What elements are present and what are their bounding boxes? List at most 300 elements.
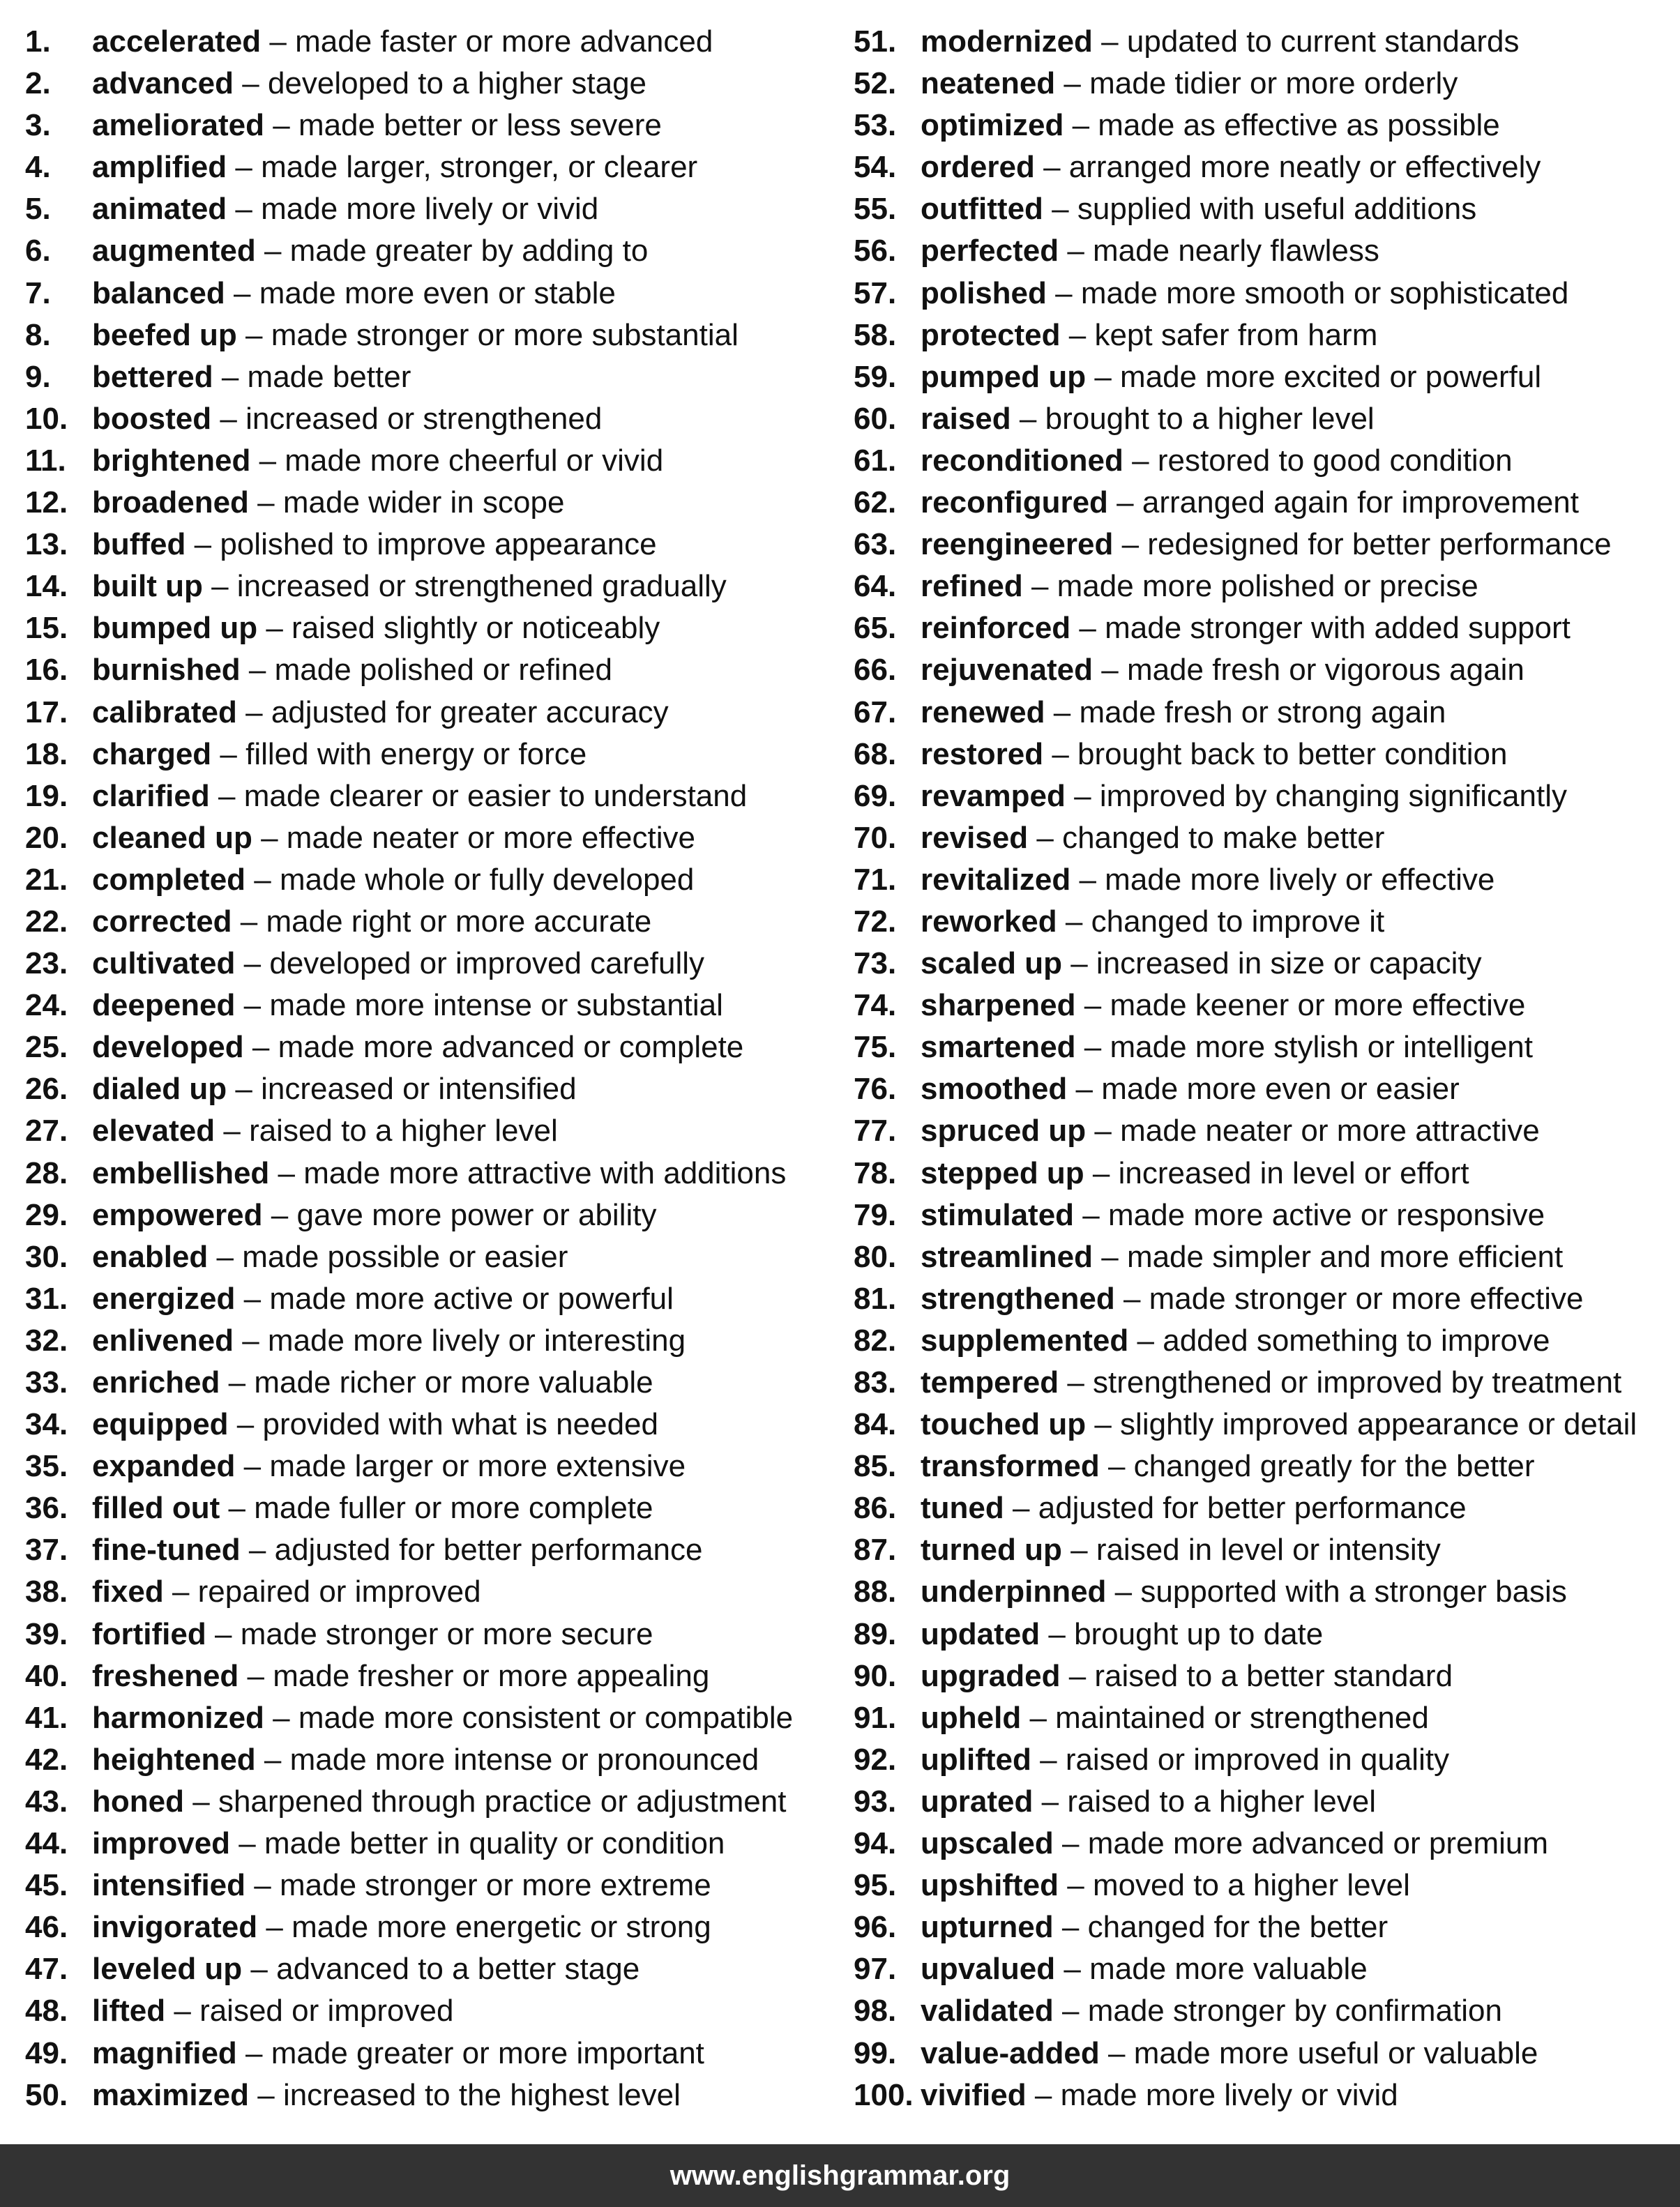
item-number: 18. bbox=[25, 736, 68, 771]
item-definition: made tidier or more orderly bbox=[1089, 66, 1458, 101]
list-item bbox=[854, 1446, 1677, 1487]
item-definition: raised slightly or noticeably bbox=[292, 611, 660, 646]
item-definition: brought back to better condition bbox=[1077, 736, 1508, 771]
item-dash: – bbox=[254, 862, 271, 897]
list-item bbox=[25, 105, 841, 146]
item-text bbox=[921, 1906, 1388, 1948]
item-word: pumped up bbox=[921, 359, 1087, 394]
list-item bbox=[25, 901, 841, 943]
item-number: 35. bbox=[25, 1449, 68, 1484]
list-item bbox=[25, 1529, 841, 1571]
item-definition: supplied with useful additions bbox=[1077, 192, 1477, 227]
item-word: balanced bbox=[92, 275, 225, 310]
item-definition: kept safer from harm bbox=[1094, 317, 1378, 352]
item-text bbox=[921, 1068, 1460, 1110]
list-item bbox=[854, 734, 1677, 775]
item-word: fixed bbox=[92, 1575, 164, 1609]
item-definition: restored to good condition bbox=[1157, 443, 1513, 478]
item-dash: – bbox=[1079, 862, 1096, 897]
item-text bbox=[92, 1697, 793, 1739]
item-word: elevated bbox=[92, 1114, 215, 1148]
item-definition: made more even or stable bbox=[259, 275, 616, 310]
item-dash: – bbox=[250, 1952, 268, 1987]
item-text bbox=[921, 1614, 1323, 1655]
item-definition: made better or less severe bbox=[298, 108, 662, 143]
item-word: equipped bbox=[92, 1407, 229, 1442]
list-item bbox=[854, 1194, 1677, 1236]
list-item bbox=[854, 1865, 1677, 1906]
item-number: 98. bbox=[854, 1994, 897, 2028]
item-dash: – bbox=[248, 653, 266, 688]
item-text bbox=[92, 985, 723, 1026]
item-dash: – bbox=[1055, 275, 1073, 310]
item-word: heightened bbox=[92, 1742, 256, 1777]
item-number: 50. bbox=[25, 2077, 68, 2112]
list-item bbox=[25, 440, 841, 482]
item-dash: – bbox=[220, 736, 237, 771]
list-item bbox=[25, 482, 841, 524]
list-item bbox=[854, 1739, 1677, 1781]
item-word: validated bbox=[921, 1994, 1054, 2028]
item-dash: – bbox=[1065, 904, 1083, 939]
item-dash: – bbox=[1068, 1658, 1087, 1693]
list-item bbox=[25, 63, 841, 105]
item-text bbox=[921, 901, 1384, 943]
item-dash: – bbox=[240, 904, 258, 939]
item-definition: made possible or easier bbox=[242, 1239, 568, 1274]
item-word: reengineered bbox=[921, 527, 1114, 562]
list-item bbox=[25, 566, 841, 607]
item-definition: redesigned for better performance bbox=[1147, 527, 1612, 562]
item-text bbox=[92, 1110, 558, 1152]
item-definition: filled with energy or force bbox=[245, 736, 587, 771]
item-word: magnified bbox=[92, 2035, 237, 2070]
item-text bbox=[921, 859, 1494, 901]
item-word: rejuvenated bbox=[921, 653, 1093, 688]
list-item bbox=[854, 1110, 1677, 1152]
item-definition: made richer or more valuable bbox=[254, 1365, 653, 1400]
item-text bbox=[92, 105, 662, 146]
list-item bbox=[25, 1278, 841, 1320]
list-item bbox=[25, 859, 841, 901]
item-definition: provided with what is needed bbox=[262, 1407, 658, 1442]
item-dash: – bbox=[1067, 1868, 1084, 1903]
item-dash: – bbox=[215, 1616, 232, 1651]
list-item bbox=[854, 1571, 1677, 1613]
item-definition: made simpler and more efficient bbox=[1126, 1239, 1564, 1274]
list-item bbox=[25, 1404, 841, 1446]
item-definition: raised in level or intensity bbox=[1096, 1533, 1441, 1568]
item-word: embellished bbox=[92, 1155, 270, 1190]
list-item bbox=[854, 1320, 1677, 1362]
item-definition: made more lively or interesting bbox=[267, 1323, 686, 1358]
item-word: advanced bbox=[92, 66, 234, 101]
item-number: 67. bbox=[854, 695, 897, 729]
item-word: underpinned bbox=[921, 1575, 1107, 1609]
item-number: 75. bbox=[854, 1030, 897, 1065]
item-dash: – bbox=[245, 2035, 263, 2070]
item-word: touched up bbox=[921, 1407, 1087, 1442]
item-dash: – bbox=[1052, 192, 1069, 227]
item-definition: made more attractive with additions bbox=[303, 1155, 787, 1190]
item-number: 49. bbox=[25, 2035, 68, 2070]
item-definition: made more lively or vivid bbox=[1060, 2077, 1398, 2112]
list-item bbox=[854, 63, 1677, 105]
item-text bbox=[92, 1781, 786, 1823]
item-text bbox=[921, 775, 1567, 817]
item-definition: made more stylish or intelligent bbox=[1110, 1030, 1533, 1065]
item-dash: – bbox=[1052, 736, 1069, 771]
list-item bbox=[854, 230, 1677, 272]
item-number: 39. bbox=[25, 1616, 68, 1651]
item-definition: made larger or more extensive bbox=[269, 1449, 686, 1484]
item-definition: made fresher or more appealing bbox=[273, 1658, 710, 1693]
item-word: fine-tuned bbox=[92, 1533, 241, 1568]
item-word: animated bbox=[92, 192, 227, 227]
list-item bbox=[854, 943, 1677, 985]
item-text bbox=[92, 1278, 674, 1320]
item-number: 61. bbox=[854, 443, 897, 478]
item-text bbox=[92, 356, 411, 398]
item-definition: made right or more accurate bbox=[266, 904, 652, 939]
item-definition: sharpened through practice or adjustment bbox=[218, 1784, 787, 1819]
list-item bbox=[854, 1823, 1677, 1865]
item-dash: – bbox=[259, 443, 277, 478]
item-word: transformed bbox=[921, 1449, 1100, 1484]
list-item bbox=[854, 1236, 1677, 1278]
item-definition: made whole or fully developed bbox=[280, 862, 695, 897]
item-dash: – bbox=[221, 359, 239, 394]
item-dash: – bbox=[1036, 820, 1054, 855]
item-text bbox=[92, 1571, 481, 1613]
item-definition: made more lively or effective bbox=[1105, 862, 1495, 897]
footer-bar bbox=[0, 2144, 1680, 2207]
item-text bbox=[921, 1781, 1376, 1823]
item-word: lifted bbox=[92, 1994, 166, 2028]
list-item bbox=[25, 21, 841, 63]
item-dash: – bbox=[1121, 527, 1140, 562]
word-list-column-right bbox=[854, 21, 1677, 2116]
item-dash: – bbox=[1029, 1700, 1047, 1735]
item-number: 68. bbox=[854, 736, 897, 771]
item-word: built up bbox=[92, 569, 203, 604]
list-item bbox=[854, 1697, 1677, 1739]
list-item bbox=[25, 692, 841, 734]
item-dash: – bbox=[261, 820, 278, 855]
list-item bbox=[25, 2075, 841, 2116]
item-dash: – bbox=[1041, 1784, 1059, 1819]
item-definition: made better bbox=[247, 359, 411, 394]
item-text bbox=[921, 1990, 1502, 2032]
item-word: revitalized bbox=[921, 862, 1071, 897]
item-word: optimized bbox=[921, 108, 1064, 143]
item-text bbox=[92, 1068, 577, 1110]
item-dash: – bbox=[223, 1114, 241, 1148]
item-dash: – bbox=[1107, 1449, 1126, 1484]
item-text bbox=[921, 1362, 1621, 1404]
item-dash: – bbox=[264, 1742, 282, 1777]
list-item bbox=[25, 1362, 841, 1404]
item-number: 36. bbox=[25, 1491, 68, 1526]
item-dash: – bbox=[1067, 234, 1084, 268]
item-text bbox=[92, 2075, 681, 2116]
list-item bbox=[854, 524, 1677, 566]
item-text bbox=[92, 1739, 759, 1781]
item-definition: made nearly flawless bbox=[1093, 234, 1379, 268]
item-definition: made more cheerful or vivid bbox=[285, 443, 664, 478]
list-item bbox=[25, 734, 841, 775]
item-number: 38. bbox=[25, 1575, 68, 1609]
item-word: stimulated bbox=[921, 1197, 1075, 1232]
item-dash: – bbox=[1034, 2077, 1052, 2112]
item-text bbox=[92, 1823, 725, 1865]
item-dash: – bbox=[192, 1784, 210, 1819]
item-text bbox=[92, 1990, 453, 2032]
item-dash: – bbox=[1061, 1910, 1080, 1945]
item-number: 15. bbox=[25, 611, 68, 646]
item-text bbox=[921, 1194, 1545, 1236]
item-number: 4. bbox=[25, 150, 51, 185]
item-definition: added something to improve bbox=[1163, 1323, 1550, 1358]
item-definition: raised to a better standard bbox=[1094, 1658, 1453, 1693]
item-word: strengthened bbox=[921, 1281, 1115, 1316]
item-text bbox=[92, 775, 747, 817]
item-text bbox=[92, 649, 612, 691]
item-text bbox=[92, 1194, 656, 1236]
item-number: 70. bbox=[854, 820, 897, 855]
item-dash: – bbox=[1031, 569, 1049, 604]
item-number: 28. bbox=[25, 1155, 68, 1190]
list-item bbox=[854, 398, 1677, 440]
item-number: 17. bbox=[25, 695, 68, 729]
item-definition: increased or strengthened gradually bbox=[236, 569, 727, 604]
item-word: polished bbox=[921, 275, 1047, 310]
item-dash: – bbox=[269, 24, 287, 59]
item-number: 85. bbox=[854, 1449, 897, 1484]
item-number: 29. bbox=[25, 1197, 68, 1232]
item-text bbox=[92, 692, 669, 734]
item-number: 8. bbox=[25, 317, 51, 352]
item-text bbox=[921, 1487, 1467, 1529]
item-number: 57. bbox=[854, 275, 897, 310]
item-number: 60. bbox=[854, 401, 897, 436]
list-item bbox=[854, 1153, 1677, 1194]
item-word: neatened bbox=[921, 66, 1056, 101]
item-dash: – bbox=[1019, 401, 1037, 436]
item-text bbox=[92, 63, 646, 105]
item-word: developed bbox=[92, 1030, 244, 1065]
item-dash: – bbox=[235, 150, 252, 185]
item-text bbox=[921, 607, 1571, 649]
item-dash: – bbox=[1101, 24, 1119, 59]
list-item bbox=[854, 1068, 1677, 1110]
item-word: updated bbox=[921, 1616, 1040, 1651]
item-number: 20. bbox=[25, 820, 68, 855]
list-item bbox=[25, 1446, 841, 1487]
list-item bbox=[854, 146, 1677, 188]
item-word: tuned bbox=[921, 1491, 1004, 1526]
item-dash: – bbox=[1074, 778, 1091, 813]
item-number: 47. bbox=[25, 1952, 68, 1987]
item-number: 94. bbox=[854, 1826, 897, 1861]
item-definition: changed to improve it bbox=[1091, 904, 1385, 939]
item-number: 79. bbox=[854, 1197, 897, 1232]
list-item bbox=[25, 524, 841, 566]
item-definition: changed greatly for the better bbox=[1133, 1449, 1535, 1484]
item-number: 44. bbox=[25, 1826, 68, 1861]
item-dash: – bbox=[239, 1826, 256, 1861]
item-text bbox=[921, 692, 1446, 734]
item-word: scaled up bbox=[921, 946, 1062, 981]
item-text bbox=[921, 1571, 1567, 1613]
list-item bbox=[25, 1194, 841, 1236]
list-item bbox=[25, 1990, 841, 2032]
item-definition: made more useful or valuable bbox=[1133, 2035, 1538, 2070]
item-word: tempered bbox=[921, 1365, 1059, 1400]
item-text bbox=[92, 1529, 703, 1571]
list-item bbox=[25, 649, 841, 691]
list-item bbox=[25, 1781, 841, 1823]
item-text bbox=[921, 566, 1478, 607]
item-word: enlivened bbox=[92, 1323, 234, 1358]
item-definition: made fresh or strong again bbox=[1079, 695, 1446, 729]
item-definition: made more advanced or premium bbox=[1087, 1826, 1549, 1861]
item-dash: – bbox=[243, 1281, 262, 1316]
item-dash: – bbox=[1084, 988, 1102, 1023]
item-word: corrected bbox=[92, 904, 232, 939]
item-text bbox=[921, 1404, 1637, 1446]
word-list bbox=[0, 21, 1680, 2120]
item-dash: – bbox=[1079, 611, 1096, 646]
list-item bbox=[854, 273, 1677, 314]
item-definition: made clearer or easier to understand bbox=[243, 778, 748, 813]
item-text bbox=[92, 901, 651, 943]
item-definition: gave more power or ability bbox=[296, 1197, 657, 1232]
item-dash: – bbox=[1013, 1491, 1030, 1526]
item-word: upvalued bbox=[921, 1952, 1056, 1987]
item-dash: – bbox=[1132, 443, 1149, 478]
list-item bbox=[25, 398, 841, 440]
item-text bbox=[921, 2075, 1398, 2116]
item-word: fortified bbox=[92, 1616, 206, 1651]
item-text bbox=[921, 273, 1568, 314]
item-number: 14. bbox=[25, 569, 68, 604]
item-dash: – bbox=[1114, 1575, 1133, 1609]
item-definition: made more active or responsive bbox=[1108, 1197, 1545, 1232]
item-word: bettered bbox=[92, 359, 213, 394]
list-item bbox=[854, 901, 1677, 943]
item-number: 31. bbox=[25, 1281, 68, 1316]
item-word: stepped up bbox=[921, 1155, 1084, 1190]
item-text bbox=[921, 1529, 1441, 1571]
item-definition: made more valuable bbox=[1089, 1952, 1368, 1987]
item-dash: – bbox=[264, 234, 282, 268]
list-item bbox=[25, 356, 841, 398]
item-definition: developed to a higher stage bbox=[267, 66, 647, 101]
item-number: 59. bbox=[854, 359, 897, 394]
item-definition: changed to make better bbox=[1062, 820, 1385, 855]
list-item bbox=[25, 1906, 841, 1948]
item-word: boosted bbox=[92, 401, 212, 436]
item-text bbox=[92, 2033, 704, 2075]
item-number: 71. bbox=[854, 862, 897, 897]
item-word: value-added bbox=[921, 2035, 1100, 2070]
item-word: expanded bbox=[92, 1449, 236, 1484]
item-text bbox=[92, 607, 660, 649]
item-definition: made stronger or more effective bbox=[1149, 1281, 1584, 1316]
item-dash: – bbox=[228, 1491, 246, 1526]
item-word: streamlined bbox=[921, 1239, 1093, 1274]
item-word: enriched bbox=[92, 1365, 220, 1400]
item-text bbox=[921, 1655, 1453, 1697]
item-number: 63. bbox=[854, 527, 897, 562]
item-definition: adjusted for better performance bbox=[1038, 1491, 1467, 1526]
item-word: smartened bbox=[921, 1030, 1076, 1065]
item-word: calibrated bbox=[92, 695, 237, 729]
item-definition: made greater by adding to bbox=[289, 234, 649, 268]
item-number: 9. bbox=[25, 359, 51, 394]
item-definition: made wider in scope bbox=[282, 485, 565, 520]
list-item bbox=[25, 943, 841, 985]
item-dash: – bbox=[1123, 1281, 1141, 1316]
item-number: 62. bbox=[854, 485, 897, 520]
item-number: 97. bbox=[854, 1952, 897, 1987]
item-text bbox=[92, 314, 739, 356]
item-definition: raised or improved in quality bbox=[1065, 1742, 1450, 1777]
item-definition: made stronger or more extreme bbox=[279, 1868, 711, 1903]
item-word: upscaled bbox=[921, 1826, 1054, 1861]
item-number: 10. bbox=[25, 401, 68, 436]
list-item bbox=[854, 1404, 1677, 1446]
item-dash: – bbox=[1067, 1365, 1084, 1400]
item-definition: increased or strengthened bbox=[245, 401, 603, 436]
item-number: 56. bbox=[854, 234, 897, 268]
item-word: charged bbox=[92, 736, 212, 771]
item-text bbox=[92, 440, 663, 482]
item-definition: made neater or more effective bbox=[286, 820, 695, 855]
list-item bbox=[25, 1655, 841, 1697]
item-dash: – bbox=[242, 66, 259, 101]
item-dash: – bbox=[1137, 1323, 1154, 1358]
item-definition: made more smooth or sophisticated bbox=[1080, 275, 1569, 310]
list-item bbox=[25, 1236, 841, 1278]
item-number: 11. bbox=[25, 443, 66, 478]
item-number: 45. bbox=[25, 1868, 68, 1903]
footer-url[interactable]: www.englishgrammar.org bbox=[669, 2160, 1011, 2191]
item-text bbox=[92, 734, 587, 775]
item-dash: – bbox=[1092, 1155, 1110, 1190]
item-dash: – bbox=[235, 192, 252, 227]
item-dash: – bbox=[1094, 359, 1112, 394]
item-text bbox=[92, 1026, 743, 1068]
list-item bbox=[854, 2075, 1677, 2116]
item-number: 73. bbox=[854, 946, 897, 981]
list-item bbox=[854, 356, 1677, 398]
item-number: 32. bbox=[25, 1323, 68, 1358]
item-dash: – bbox=[211, 569, 229, 604]
item-dash: – bbox=[1082, 1197, 1100, 1232]
item-text bbox=[921, 1110, 1540, 1152]
item-word: refined bbox=[921, 569, 1023, 604]
item-dash: – bbox=[1070, 1533, 1088, 1568]
item-number: 5. bbox=[25, 192, 51, 227]
list-item bbox=[854, 482, 1677, 524]
list-item bbox=[25, 2033, 841, 2075]
item-word: modernized bbox=[921, 24, 1093, 59]
item-text bbox=[92, 1236, 568, 1278]
item-text bbox=[92, 1404, 658, 1446]
item-definition: adjusted for better performance bbox=[274, 1533, 703, 1568]
